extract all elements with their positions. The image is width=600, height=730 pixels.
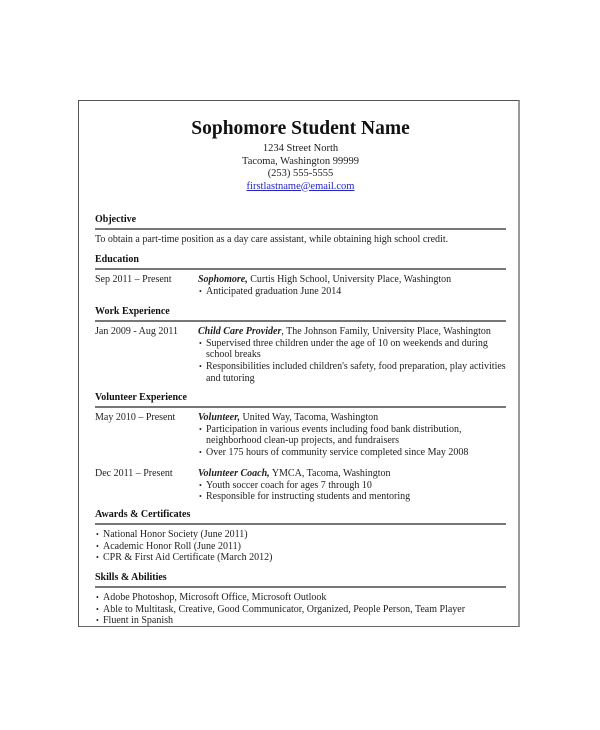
entry-role: Sophomore,: [198, 274, 248, 285]
resume-header: [95, 117, 506, 193]
list-item: • Responsibilities included children's safety, food preparation, play activities and tutoring: [198, 361, 506, 384]
entry-role: Volunteer Coach,: [198, 467, 270, 479]
list-item: • Participation in various events including food bank distribution, neighborhood clean-up projects, and fundraisers: [198, 424, 506, 447]
section-heading: Volunteer Experience: [95, 392, 506, 408]
resume-page: [78, 100, 520, 627]
awards-section: [95, 509, 506, 564]
skills-section: [95, 572, 506, 627]
list-item: • Youth soccer coach for ages 7 through 10: [198, 480, 506, 492]
city-state-zip: Tacoma, Washington 99999: [242, 155, 359, 167]
list-item: • Adobe Photoshop, Microsoft Office, Microsoft Outlook: [95, 592, 506, 604]
objective-section: [95, 214, 506, 246]
volunteer-entry: [95, 412, 506, 459]
entry-org: , The Johnson Family, University Place, Washington: [281, 326, 491, 337]
entry-role: Child Care Provider: [198, 326, 282, 337]
list-item: • CPR & First Aid Certificate (March 2012): [95, 552, 506, 564]
entry-org: YMCA, Tacoma, Washington: [269, 467, 391, 479]
education-section: [95, 254, 506, 297]
candidate-name: Sophomore Student Name: [191, 118, 410, 139]
street-address: 1234 Street North: [262, 143, 339, 154]
work-experience-section: [95, 306, 506, 385]
entry-date: May 2010 – Present: [95, 412, 176, 423]
email-link[interactable]: firstlastname@email.com: [246, 180, 355, 192]
section-heading: Work Experience: [95, 306, 506, 322]
education-entry: [95, 274, 506, 297]
volunteer-entry: [95, 468, 506, 503]
list-item: • Academic Honor Roll (June 2011): [95, 541, 506, 553]
entry-org: United Way, Tacoma, Washington: [239, 412, 379, 423]
list-item: • Supervised three children under the age of 10 on weekends and during school breaks: [198, 338, 506, 361]
list-item: • Anticipated graduation June 2014: [198, 286, 506, 298]
entry-role: Volunteer,: [198, 412, 240, 423]
section-heading: Objective: [95, 214, 506, 230]
section-heading: Awards & Certificates: [95, 509, 506, 525]
entry-org: Curtis High School, University Place, Washington: [247, 274, 452, 285]
entry-date: Dec 2011 – Present: [95, 467, 173, 479]
work-entry: [95, 326, 506, 385]
entry-date: Jan 2009 - Aug 2011: [95, 326, 178, 337]
volunteer-experience-section: [95, 392, 506, 503]
objective-text: To obtain a part-time position as a day care assistant, while obtaining high school credit.: [95, 234, 449, 245]
list-item: • Responsible for instructing students and mentoring: [198, 491, 506, 503]
phone-number: (253) 555-5555: [267, 168, 334, 179]
section-heading: Education: [95, 254, 506, 270]
list-item: • Over 175 hours of community service completed since May 2008: [198, 447, 506, 459]
list-item: • Fluent in Spanish: [95, 615, 506, 627]
list-item: • Able to Multitask, Creative, Good Communicator, Organized, People Person, Team Player: [95, 604, 506, 616]
entry-date: Sep 2011 – Present: [95, 274, 172, 285]
list-item: • National Honor Society (June 2011): [95, 529, 506, 541]
section-heading: Skills & Abilities: [95, 572, 506, 588]
